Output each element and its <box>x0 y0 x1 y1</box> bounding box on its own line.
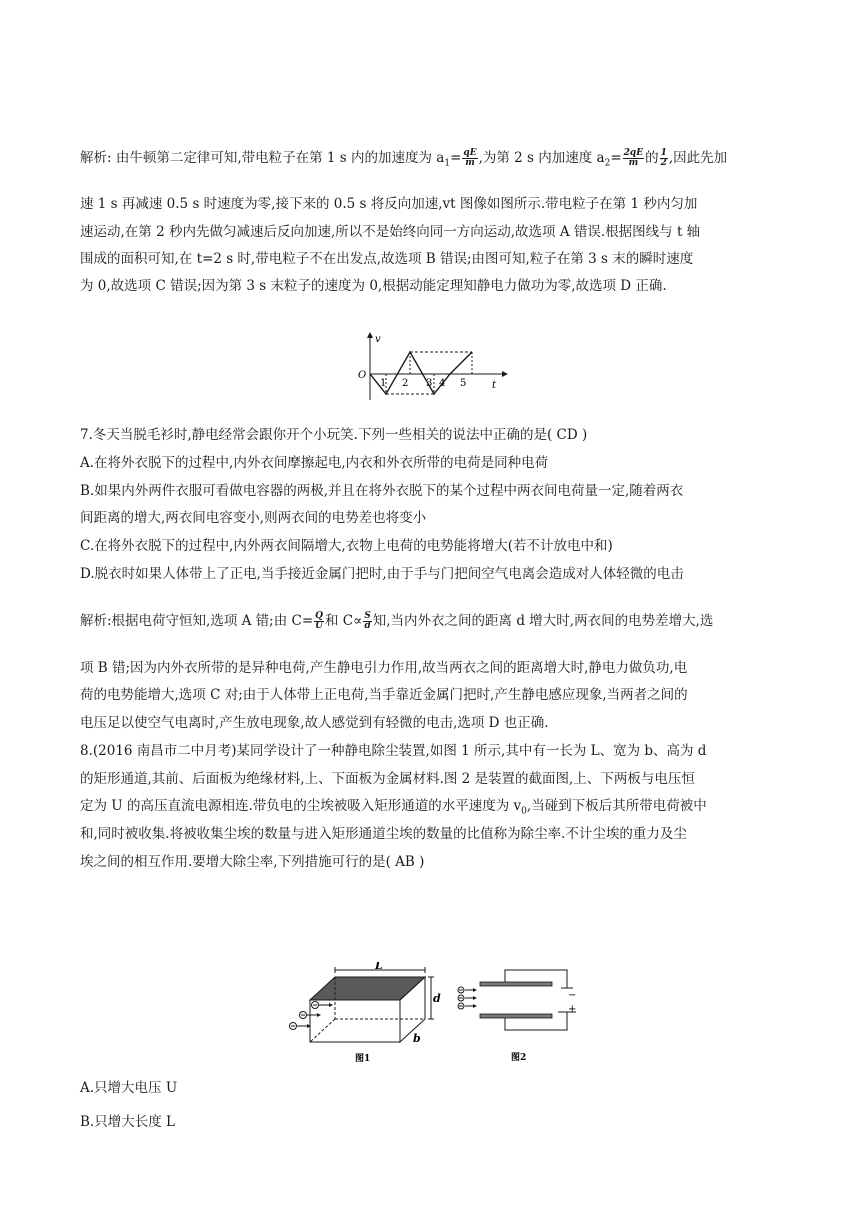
q7-option-b-2: 间距离的增大,两衣间电容变小,则两衣间的电势差也将变小 <box>80 510 427 526</box>
v-axis-arrow <box>367 332 373 338</box>
lower-plate <box>480 1014 552 1018</box>
dust-particles <box>290 1002 334 1030</box>
label-d: d <box>433 992 441 1005</box>
tick-5: 5 <box>460 378 467 389</box>
analysis-line-5: 为 0,故选项 C 错误;因为第 3 s 末粒子的速度为 0,根据动能定理知静电力做功为零,故选项 D 正确. <box>80 278 667 294</box>
q8-line-1: 8.(2016 南昌市二中月考)某同学设计了一种静电除尘装置,如图 1 所示,其中有一长为 L、宽为 b、高为 d <box>80 743 707 759</box>
upper-plate <box>480 982 552 986</box>
fraction-S-d: $\frac{S}{d}$ <box>364 611 371 631</box>
tick-2: 2 <box>402 378 409 389</box>
text: ,因此先加 <box>668 150 728 166</box>
text: 解析:根据电荷守恒知,选项 A 错;由 C= <box>80 613 314 629</box>
subscript: 1 <box>444 158 451 169</box>
figure-2-cross-section <box>455 968 585 1064</box>
minus-terminal: − <box>568 990 577 1001</box>
q7-option-b-1: B.如果内外两件衣服可看做电容器的两极,并且在将外衣脱下的某个过程中两衣间电荷量一定,随着两衣 <box>80 483 684 499</box>
fraction-Q-U: $\frac{Q}{U}$ <box>315 611 323 631</box>
text: 知,当内外衣之间的距离 d 增大时,两衣间的电势差增大,选 <box>372 613 714 629</box>
analysis-line-2: 速 1 s 再减速 0.5 s 时速度为零,接下来的 0.5 s 将反向加速,vt 图像如图所示.带电粒子在第 1 秒内匀加 <box>80 196 698 212</box>
subscript: 0 <box>521 806 527 817</box>
fraction-qE-m: $\frac{qE}{m}$ <box>463 148 477 168</box>
tick-4: 4 <box>439 378 446 389</box>
text: ,当碰到下板后其所带电荷被中 <box>526 798 707 814</box>
q7-option-c: C.在将外衣脱下的过程中,内外两衣间隔增大,衣物上电荷的电势能将增大(若不计放电中和) <box>80 538 613 554</box>
text: 定为 U 的高压直流电源相连.带负电的尘埃被吸入矩形通道的水平速度为 v <box>80 798 522 814</box>
q8-option-b: B.只增大长度 L <box>80 1114 175 1130</box>
q7-analysis-line-2: 项 B 错;因为内外衣所带的是异种电荷,产生静电引力作用,故当两衣之间的距离增大时,静电力做负功,电 <box>80 660 688 676</box>
subscript: 2 <box>604 158 611 169</box>
fraction-2qE-m: $\frac{2qE}{m}$ <box>623 148 644 168</box>
figure-1-channel <box>285 962 445 1066</box>
tick-3: 3 <box>426 378 433 389</box>
q7-option-a: A.在将外衣脱下的过程中,内外衣间摩擦起电,内衣和外衣所带的电荷是同种电荷 <box>80 455 549 471</box>
t-label: t <box>492 380 497 391</box>
analysis-line-3: 速运动,在第 2 秒内先做匀减速后反向加速,所以不是始终向同一方向运动,故选项 A 错误.根据图线与 t 轴 <box>80 224 701 240</box>
q8-line-2: 的矩形通道,其前、后面板为绝缘材料,上、下面板为金属材料.图 2 是装置的截面图,上、下两板与电压恒 <box>80 771 695 787</box>
q7-analysis-line-1 <box>80 611 780 631</box>
label-b: b <box>413 1032 421 1045</box>
front-face <box>310 1000 400 1042</box>
dust-particles-2 <box>458 987 477 1009</box>
v-label: v <box>375 334 381 345</box>
hidden-edge-d <box>310 1019 335 1042</box>
text: 的 <box>645 150 659 166</box>
q7-analysis-line-3: 荷的电势能增大,选项 C 对;由于人体带上正电荷,当手靠近金属门把时,产生静电感应现象,当两者之间的 <box>80 687 688 703</box>
q7-option-d: D.脱衣时如果人体带上了正电,当手接近金属门把时,由于手与门把间空气电离会造成对人体轻微的电击 <box>80 566 684 582</box>
q8-line-4: 和,同时被收集.将被收集尘埃的数量与进入矩形通道尘埃的数量的比值称为除尘率.不计尘埃的重力及尘 <box>80 826 687 842</box>
q7-stem: 7.冬天当脱毛衫时,静电经常会跟你开个小玩笑.下列一些相关的说法中正确的是( CD ) <box>80 427 588 443</box>
q8-option-a: A.只增大电压 U <box>80 1080 178 1096</box>
analysis-line-1: 解析: 由牛顿第二定律可知,带电粒子在第 1 s 内的加速度为 $a_1=$ $\frac{qE}{m}$ ,为第 2 s 内加速度 $a_2=$ $\frac{2qE}{m}$ 的 $\frac{1}{2}$ ,因此先加 <box>80 148 728 169</box>
text: 和 C∝ <box>325 613 363 629</box>
figure-2-caption: 图2 <box>511 1053 527 1063</box>
top-plate <box>310 977 425 1000</box>
label-L: L <box>375 962 383 972</box>
text: ,为第 2 s 内加速度 a <box>478 150 605 166</box>
analysis-line-4: 围成的面积可知,在 t=2 s 时,带电粒子不在出发点,故选项 B 错误;由图可知,粒子在第 3 s 末的瞬时速度 <box>80 251 694 267</box>
tick-1: 1 <box>380 378 387 389</box>
t-axis-arrow <box>502 371 508 377</box>
plus-terminal: + <box>568 1004 577 1015</box>
q7-analysis-line-4: 电压足以使空气电离时,产生放电现象,故人感觉到有轻微的电击,选项 D 也正确. <box>80 715 549 731</box>
origin-label: O <box>358 370 367 381</box>
text: = <box>450 150 462 166</box>
vt-graph <box>350 330 510 408</box>
fraction-1-2: $\frac{1}{2}$ <box>660 148 667 168</box>
text: 解析: 由牛顿第二定律可知,带电粒子在第 1 s 内的加速度为 a <box>80 150 445 166</box>
q8-line-5: 埃之间的相互作用.要增大除尘率,下列措施可行的是( AB ) <box>80 854 425 870</box>
figure-1-caption: 图1 <box>355 1054 371 1064</box>
q8-line-3 <box>80 796 780 822</box>
